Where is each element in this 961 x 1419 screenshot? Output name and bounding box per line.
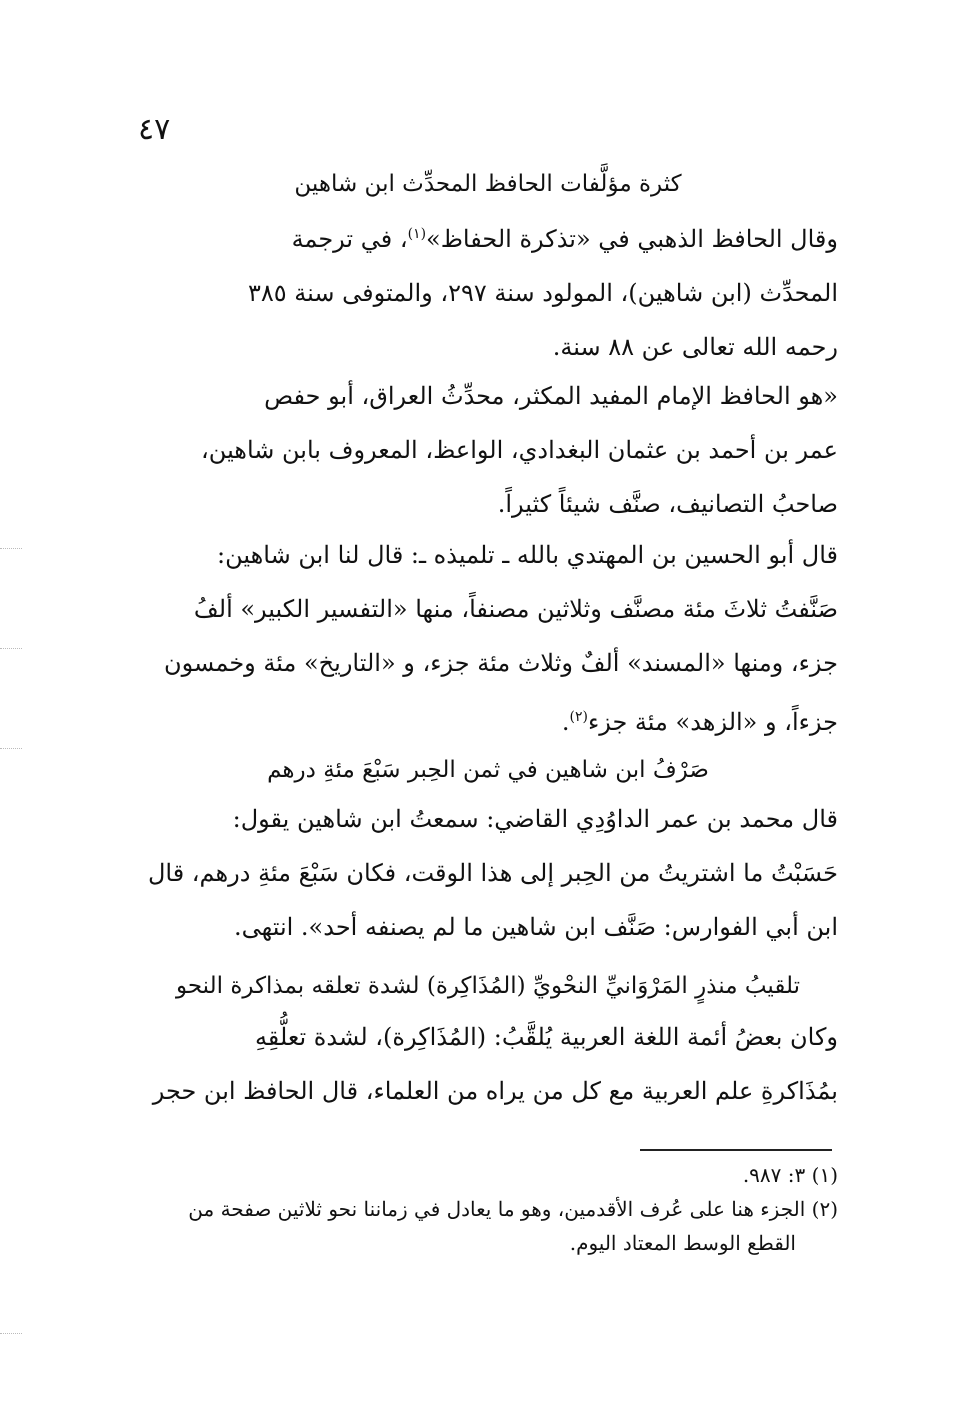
paragraph-line: جزء، ومنها «المسند» ألفٌ وثلاث مئة جزء، و «التاريخ» مئة وخمسون: [164, 649, 838, 677]
section-heading-mudhakira: تلقيبُ منذرٍ المَرْوَانيِّ النحْويِّ (المُذَاكِرة) لشدة تعلقه بمذاكرة النحو: [175, 973, 801, 999]
paragraph-muhtadi: [138, 528, 838, 749]
paragraph-line: وقال الحافظ الذهبي في «تذكرة الحفاظ»$^{(١)}$، في ترجمة: [291, 225, 838, 253]
paragraph-line: قال محمد بن عمر الداوُدِي القاضي: سمعتُ ابن شاهين يقول:: [232, 805, 838, 833]
footnote-2: (٢) الجزء هنا على عُرف الأقدمين، وهو ما يعادل في زماننا نحو ثلاثين صفحة من: [188, 1197, 838, 1221]
paragraph-mudhakira: [138, 1010, 838, 1118]
scan-edge-mark: [0, 748, 22, 749]
paragraph-line: قال أبو الحسين بن المهتدي بالله ـ تلميذه ـ: قال لنا ابن شاهين:: [217, 541, 838, 569]
section-heading-ink: صَرْفُ ابن شاهين في ثمن الحِبر سَبْعَ مئةِ درهم: [267, 757, 709, 783]
paragraph-line: بمُذَاكرةِ علم العربية مع كل من يراه من العلماء، قال الحافظ ابن حجر: [152, 1077, 838, 1105]
footnote-ref-2: (٢): [569, 709, 588, 725]
paragraph-dhahabi: [138, 207, 838, 374]
footnotes: [138, 1158, 838, 1260]
paragraph-line: وكان بعضُ أئمة اللغة العربية يُلقَّبُ: (المُذَاكِرة)، لشدة تعلُّقِهِ: [254, 1023, 838, 1051]
paragraph-line: «هو الحافظ الإمام المفيد المكثر، محدِّثُ العراق، أبو حفص: [264, 382, 838, 410]
paragraph-line: صاحبُ التصانيف، صنَّف شيئاً كثيراً.: [497, 490, 838, 518]
paragraph-line: صَنَّفتُ ثلاثَ مئة مصنَّف وثلاثين مصنفاً، منها «التفسير الكبير» ألفُ: [193, 595, 838, 623]
scan-edge-mark: [0, 1333, 22, 1334]
paragraph-line: جزءاً، و «الزهد» مئة جزء$^{(٢)}$.: [561, 708, 838, 736]
paragraph-quote: [138, 369, 838, 531]
footnote-1: (١) ٣: ٩٨٧.: [742, 1163, 838, 1187]
paragraph-line: ابن أبي الفوارس: صَنَّف ابن شاهين ما لم يصنفه أحد». انتهى.: [234, 913, 838, 941]
footnote-2-continuation: القطع الوسط المعتاد اليوم.: [569, 1231, 796, 1255]
paragraph-line: المحدِّث (ابن شاهين)، المولود سنة ٢٩٧، والمتوفى سنة ٣٨٥: [248, 279, 838, 307]
scan-edge-mark: [0, 648, 22, 649]
page-number: ٤٧: [138, 112, 171, 147]
paragraph-dawudi: [138, 792, 838, 954]
scan-edge-mark: [0, 548, 22, 549]
paragraph-line: رحمه الله تعالى عن ٨٨ سنة.: [552, 333, 838, 361]
paragraph-line: حَسَبْتُ ما اشتريتُ من الحِبر إلى هذا الوقت، فكان سَبْعَ مئةِ درهم، قال: [147, 859, 838, 887]
footnote-divider: [640, 1149, 832, 1151]
section-heading-works: كثرة مؤلَّفات الحافظ المحدِّث ابن شاهين: [294, 171, 682, 197]
paragraph-line: عمر بن أحمد بن عثمان البغدادي، الواعظ، المعروف بابن شاهين،: [201, 436, 838, 464]
footnote-ref-1: (١): [407, 226, 427, 242]
